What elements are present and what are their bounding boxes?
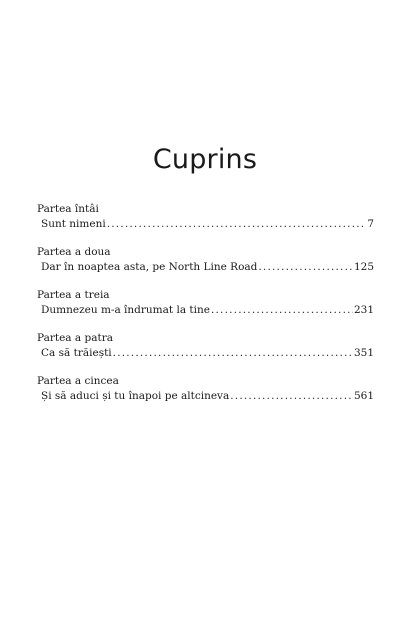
chapter-title: Sunt nimeni xyxy=(41,218,106,230)
dot-leader xyxy=(230,389,353,404)
toc-entry xyxy=(37,217,374,232)
dot-leader xyxy=(107,217,367,232)
page-number: 561 xyxy=(353,390,374,402)
table-of-contents xyxy=(37,202,374,417)
toc-part xyxy=(37,202,374,232)
page-number: 231 xyxy=(353,304,374,316)
part-name: Partea a doua xyxy=(37,246,111,258)
part-name: Partea a cincea xyxy=(37,375,119,387)
dot-leader xyxy=(258,260,353,275)
chapter-title: Dar în noaptea asta, pe North Line Road xyxy=(41,261,258,273)
page-number: 7 xyxy=(367,218,374,230)
part-name: Partea a treia xyxy=(37,289,110,301)
page-number: 125 xyxy=(353,261,374,273)
chapter-title: Și să aduci și tu înapoi pe altcineva xyxy=(41,390,230,402)
toc-entry xyxy=(37,346,374,361)
toc-part xyxy=(37,288,374,318)
toc-entry xyxy=(37,303,374,318)
chapter-title: Ca să trăiești xyxy=(41,347,112,359)
page-title: Cuprins xyxy=(152,144,258,175)
dot-leader xyxy=(211,303,353,318)
page-number: 351 xyxy=(353,347,374,359)
toc-entry xyxy=(37,260,374,275)
toc-part xyxy=(37,331,374,361)
part-name: Partea a patra xyxy=(37,332,113,344)
dot-leader xyxy=(113,346,353,361)
chapter-title: Dumnezeu m-a îndrumat la tine xyxy=(41,304,210,316)
toc-part xyxy=(37,374,374,404)
toc-entry xyxy=(37,389,374,404)
part-name: Partea întâi xyxy=(37,203,99,215)
toc-part xyxy=(37,245,374,275)
